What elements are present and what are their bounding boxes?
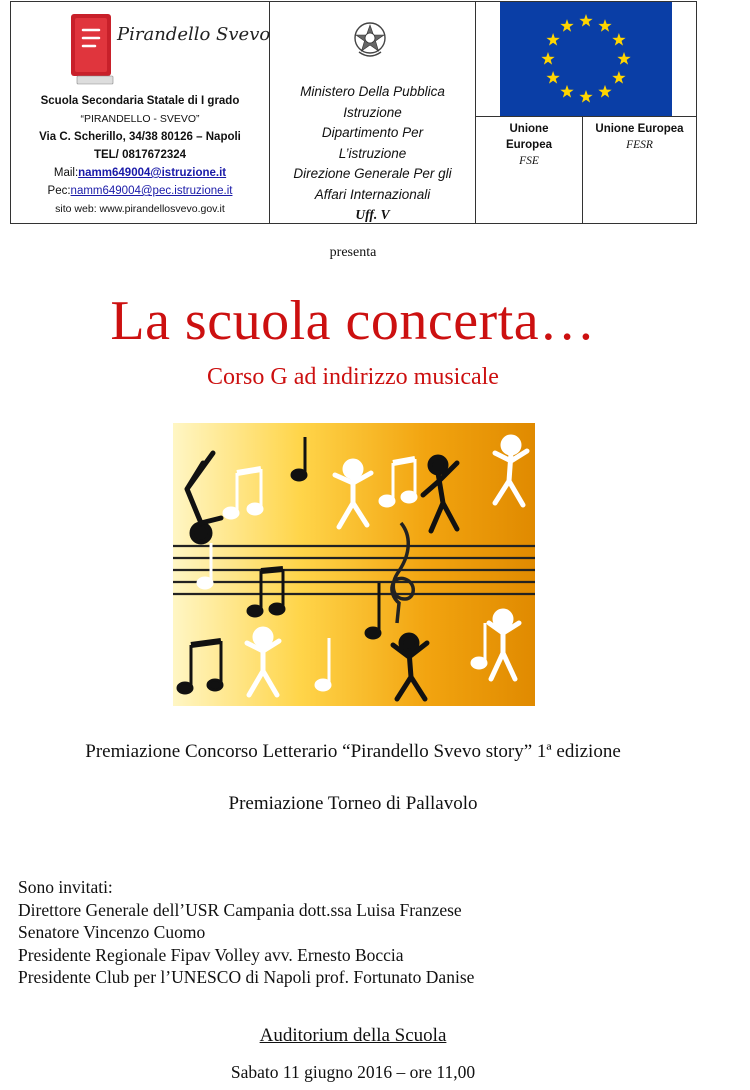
eu-fse-title: Unione Europea	[505, 123, 552, 151]
presenta-label: presenta	[329, 245, 377, 260]
eu-cell	[476, 2, 696, 223]
ministry-line-2: Istruzione	[343, 104, 402, 120]
mail-label: Mail:	[53, 167, 79, 179]
ministry-line-1: Ministero Della Pubblica	[300, 84, 445, 99]
header-table	[10, 1, 697, 224]
ministry-cell	[270, 2, 476, 223]
eu-flag-icon	[500, 2, 672, 116]
ministry-line-4: L’istruzione	[338, 145, 407, 161]
school-name: “PIRANDELLO - SVEVO”	[80, 113, 200, 125]
eu-fse-cell	[476, 117, 583, 223]
ministry-office: Uff. V	[355, 207, 390, 222]
volleyball-award-line: Premiazione Torneo di Pallavolo	[228, 793, 478, 814]
eu-fesr-title: Unione Europea	[595, 123, 684, 135]
school-logo	[69, 10, 271, 90]
guest-list-intro: Sono invitati:	[18, 877, 113, 897]
school-phone: TEL/ 0817672324	[93, 149, 187, 161]
eu-fund-row	[476, 116, 696, 223]
eu-fesr-cell	[583, 117, 696, 223]
pec-label: Pec:	[47, 185, 71, 197]
literary-award-line: Premiazione Concorso Letterario “Pirandello Svevo story” 1ª edizione	[85, 741, 621, 762]
eu-fesr-fund: FESR	[626, 139, 653, 151]
guest-item: Presidente Regionale Fipav Volley avv. Ernesto Boccia	[18, 944, 404, 965]
italian-emblem-icon	[351, 16, 389, 60]
school-type: Scuola Secondaria Statale di I grado	[40, 95, 240, 107]
school-address: Via C. Scherillo, 34/38 80126 – Napoli	[39, 131, 241, 143]
school-website: sito web: www.pirandellosvevo.gov.it	[55, 203, 225, 215]
eu-fse-fund: FSE	[519, 155, 539, 167]
event-venue: Auditorium della Scuola	[259, 1025, 447, 1046]
mail-link[interactable]: namm649004@istruzione.it	[78, 167, 227, 179]
guest-item: Senatore Vincenzo Cuomo	[18, 922, 206, 942]
event-subtitle: Corso G ad indirizzo musicale	[207, 364, 499, 390]
event-title: La scuola concerta…	[110, 290, 596, 352]
pec-link[interactable]: namm649004@pec.istruzione.it	[70, 185, 233, 197]
guest-list	[18, 876, 474, 989]
event-date: Sabato 11 giugno 2016 – ore 11,00	[230, 1062, 476, 1082]
guest-item: Presidente Club per l’UNESCO di Napoli prof. Fortunato Danise	[18, 967, 475, 987]
ministry-info	[270, 82, 475, 226]
ministry-line-5: Direzione Generale Per gli	[293, 166, 452, 181]
school-pec-row	[11, 182, 269, 200]
logo-wordmark: Pirandello Svevo	[117, 24, 271, 45]
ministry-line-6: Affari Internazionali	[314, 186, 431, 202]
school-cell	[11, 2, 270, 223]
music-notes-illustration	[173, 423, 535, 706]
ministry-line-3: Dipartimento Per	[321, 125, 424, 140]
school-mail-row	[11, 164, 269, 182]
school-info	[11, 92, 269, 218]
guest-item: Direttore Generale dell’USR Campania dott.ssa Luisa Franzese	[18, 899, 462, 920]
